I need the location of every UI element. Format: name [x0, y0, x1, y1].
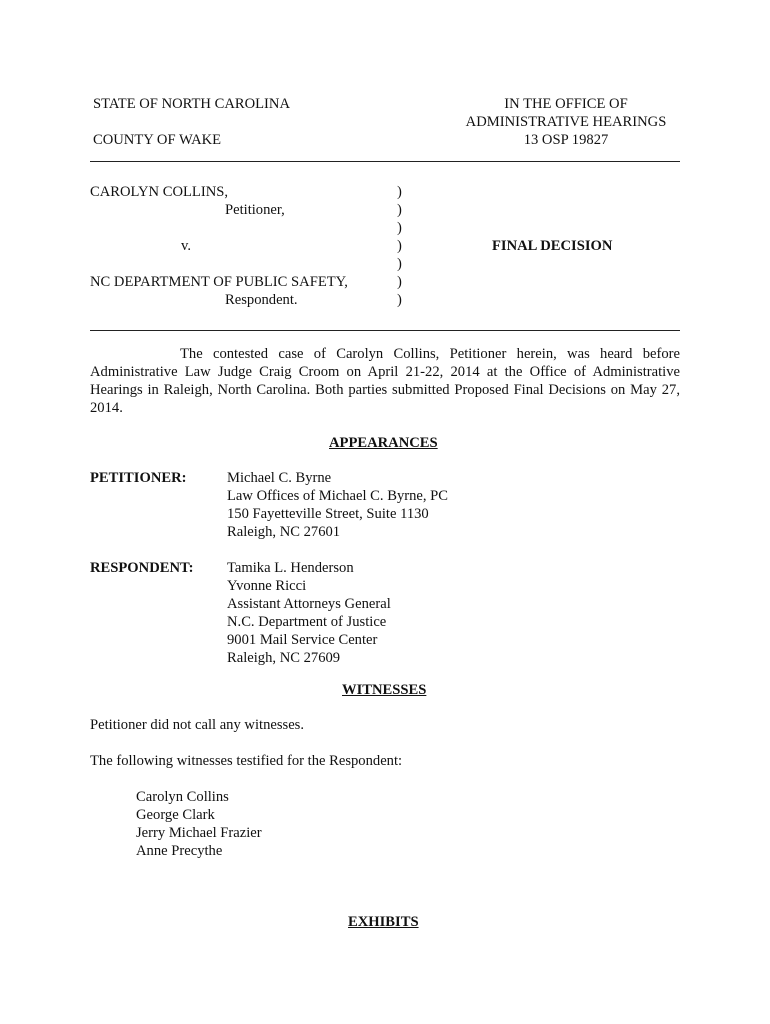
paren: )	[397, 202, 402, 218]
county-heading: COUNTY OF WAKE	[93, 132, 222, 148]
address-line: Raleigh, NC 27601	[227, 524, 341, 540]
document-title: FINAL DECISION	[492, 238, 613, 254]
respondent-witness-note: The following witnesses testified for the Respondent:	[90, 753, 403, 769]
address-line: 9001 Mail Service Center	[227, 632, 378, 648]
exhibits-heading: EXHIBITS	[348, 914, 419, 930]
address-line: Michael C. Byrne	[227, 470, 332, 486]
paren: )	[397, 292, 402, 308]
respondent-counsel-address	[227, 559, 391, 667]
address-line: Law Offices of Michael C. Byrne, PC	[227, 488, 449, 504]
list-item: Carolyn Collins	[136, 789, 229, 805]
list-item: Jerry Michael Frazier	[136, 825, 262, 841]
petitioner-name: CAROLYN COLLINS,	[90, 184, 228, 200]
versus: v.	[181, 238, 191, 254]
case-number: 13 OSP 19827	[523, 132, 609, 148]
caption-divider	[90, 330, 680, 331]
paren: )	[397, 220, 402, 236]
office-line-2: ADMINISTRATIVE HEARINGS	[465, 114, 667, 130]
list-item: George Clark	[136, 807, 215, 823]
header-divider	[90, 161, 680, 162]
address-line: Yvonne Ricci	[227, 578, 307, 594]
list-item: Anne Precythe	[136, 843, 223, 859]
office-heading	[450, 95, 682, 149]
respondent-label: RESPONDENT:	[90, 560, 194, 576]
office-line-1: IN THE OFFICE OF	[504, 96, 628, 112]
petitioner-witness-note: Petitioner did not call any witnesses.	[90, 717, 305, 733]
paren: )	[397, 256, 402, 272]
caption-parens	[397, 183, 402, 309]
petitioner-role: Petitioner,	[225, 202, 285, 218]
intro-paragraph: The contested case of Carolyn Collins, Petitioner herein, was heard before Administrative Law Judge Craig Croom on April 21-22, 2014 at the Office of Administrative Hearings in Raleigh, North Carolina. Both parties submitted Proposed Final Decisions on May 27, 2014.	[90, 346, 680, 416]
witnesses-heading: WITNESSES	[342, 682, 427, 698]
state-heading: STATE OF NORTH CAROLINA	[93, 96, 290, 112]
address-line: Tamika L. Henderson	[227, 560, 354, 576]
paren: )	[397, 184, 402, 200]
appearances-heading: APPEARANCES	[329, 435, 438, 451]
address-line: 150 Fayetteville Street, Suite 1130	[227, 506, 429, 522]
petitioner-label: PETITIONER:	[90, 470, 187, 486]
petitioner-counsel-address	[227, 469, 448, 541]
respondent-name: NC DEPARTMENT OF PUBLIC SAFETY,	[90, 274, 348, 290]
address-line: Raleigh, NC 27609	[227, 650, 341, 666]
paren: )	[397, 238, 402, 254]
address-line: Assistant Attorneys General	[227, 596, 391, 612]
paren: )	[397, 274, 402, 290]
witness-list	[136, 788, 262, 860]
address-line: N.C. Department of Justice	[227, 614, 387, 630]
respondent-role: Respondent.	[225, 292, 298, 308]
